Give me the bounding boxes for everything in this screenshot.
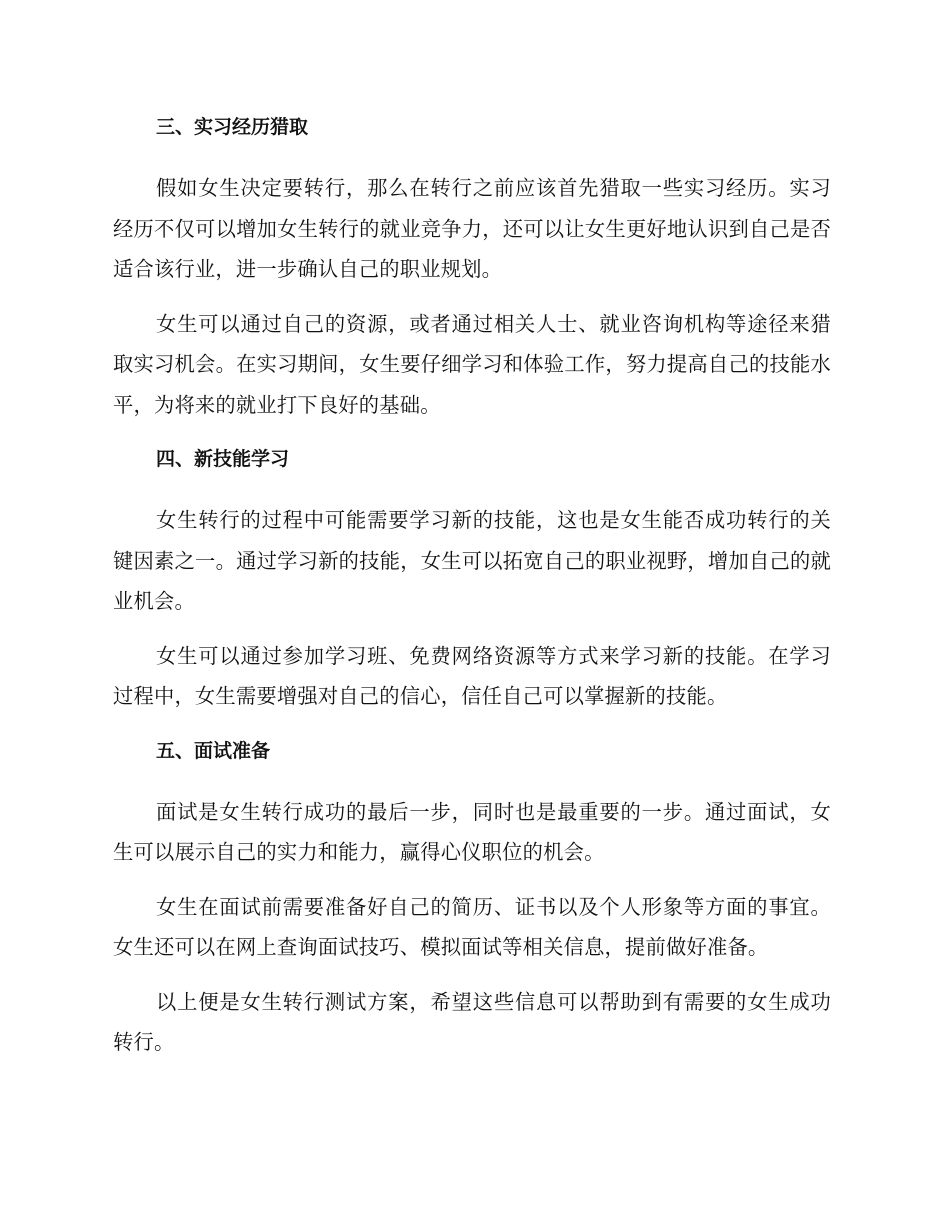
paragraph: 假如女生决定要转行，那么在转行之前应该首先猎取一些实习经历。实习经历不仅可以增加女生转行的就业竞争力，还可以让女生更好地认识到自己是否适合该行业，进一步确认自己的职业规划。 <box>113 176 831 281</box>
paragraph: 女生在面试前需要准备好自己的简历、证书以及个人形象等方面的事宜。女生还可以在网上查询面试技巧、模拟面试等相关信息，提前做好准备。 <box>113 894 831 959</box>
section-heading-internship: 三、实习经历猎取 <box>156 116 309 138</box>
section-heading-new-skills: 四、新技能学习 <box>156 448 290 470</box>
paragraph: 面试是女生转行成功的最后一步，同时也是最重要的一步。通过面试，女生可以展示自己的实力和能力，赢得心仪职位的机会。 <box>113 799 831 864</box>
section-heading-interview: 五、面试准备 <box>156 739 271 762</box>
document-body <box>113 107 831 1077</box>
closing-paragraph: 以上便是女生转行测试方案，希望这些信息可以帮助到有需要的女生成功转行。 <box>113 989 831 1054</box>
paragraph: 女生转行的过程中可能需要学习新的技能，这也是女生能否成功转行的关键因素之一。通过学习新的技能，女生可以拓宽自己的职业视野，增加自己的就业机会。 <box>113 508 831 613</box>
paragraph: 女生可以通过自己的资源，或者通过相关人士、就业咨询机构等途径来猎取实习机会。在实习期间，女生要仔细学习和体验工作，努力提高自己的技能水平，为将来的就业打下良好的基础。 <box>113 311 831 417</box>
paragraph: 女生可以通过参加学习班、免费网络资源等方式来学习新的技能。在学习过程中，女生需要增强对自己的信心，信任自己可以掌握新的技能。 <box>113 643 831 708</box>
